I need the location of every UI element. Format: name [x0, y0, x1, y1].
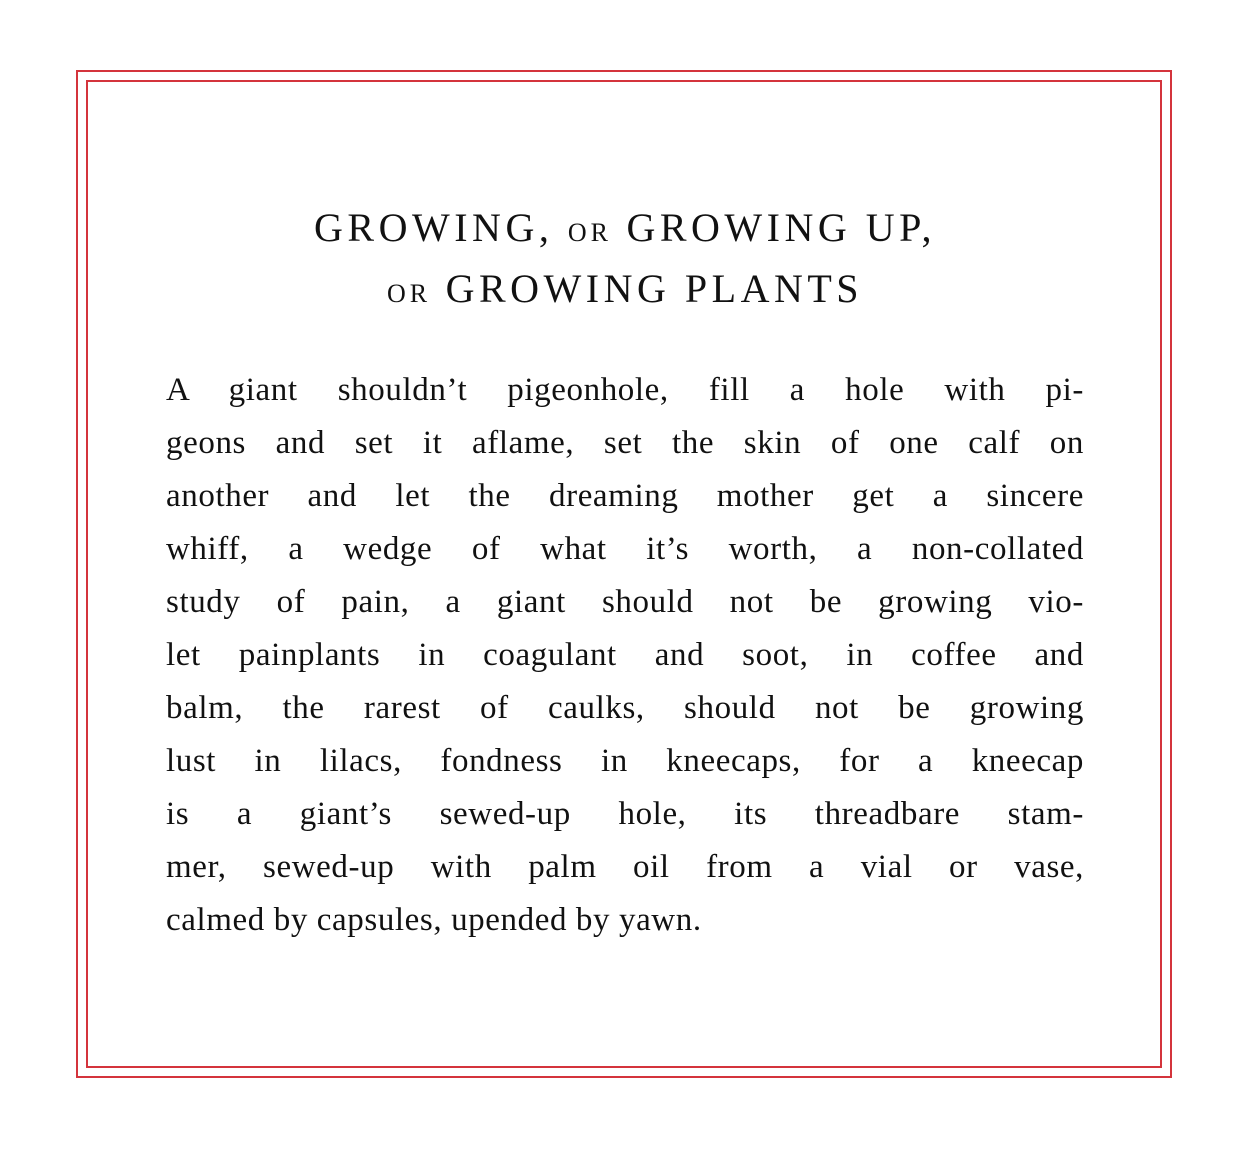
title-or: OR: [567, 218, 612, 247]
poem-line: geons and set it aflame, set the skin of one calf on: [166, 425, 1084, 461]
poem-line: mer, sewed-up with palm oil from a vial or vase,: [166, 849, 1084, 885]
title-line-2: [0, 261, 1250, 322]
poem-line: whiff, a wedge of what it’s worth, a non-collated: [166, 531, 1084, 567]
poem-line: A giant shouldn’t pigeonhole, fill a hole with pi-: [166, 372, 1084, 408]
poem-line: study of pain, a giant should not be growing vio-: [166, 584, 1084, 620]
title-or: OR: [386, 279, 432, 308]
title-part: GROWING,: [314, 205, 554, 250]
poem-line: balm, the rarest of caulks, should not be growing: [166, 690, 1084, 726]
poem-line: let painplants in coagulant and soot, in coffee and: [166, 637, 1084, 673]
poem-title: [0, 200, 1250, 322]
title-part: GROWING UP,: [626, 205, 936, 250]
title-part: GROWING PLANTS: [445, 266, 864, 311]
poem-line: is a giant’s sewed-up hole, its threadbare stam-: [166, 796, 1084, 832]
title-line-1: [0, 200, 1250, 261]
poem-line: another and let the dreaming mother get a sincere: [166, 478, 1084, 514]
poem-line: calmed by capsules, upended by yawn.: [166, 902, 702, 938]
poem-line: lust in lilacs, fondness in kneecaps, for a kneecap: [166, 743, 1084, 779]
poem-body: [166, 364, 1084, 947]
